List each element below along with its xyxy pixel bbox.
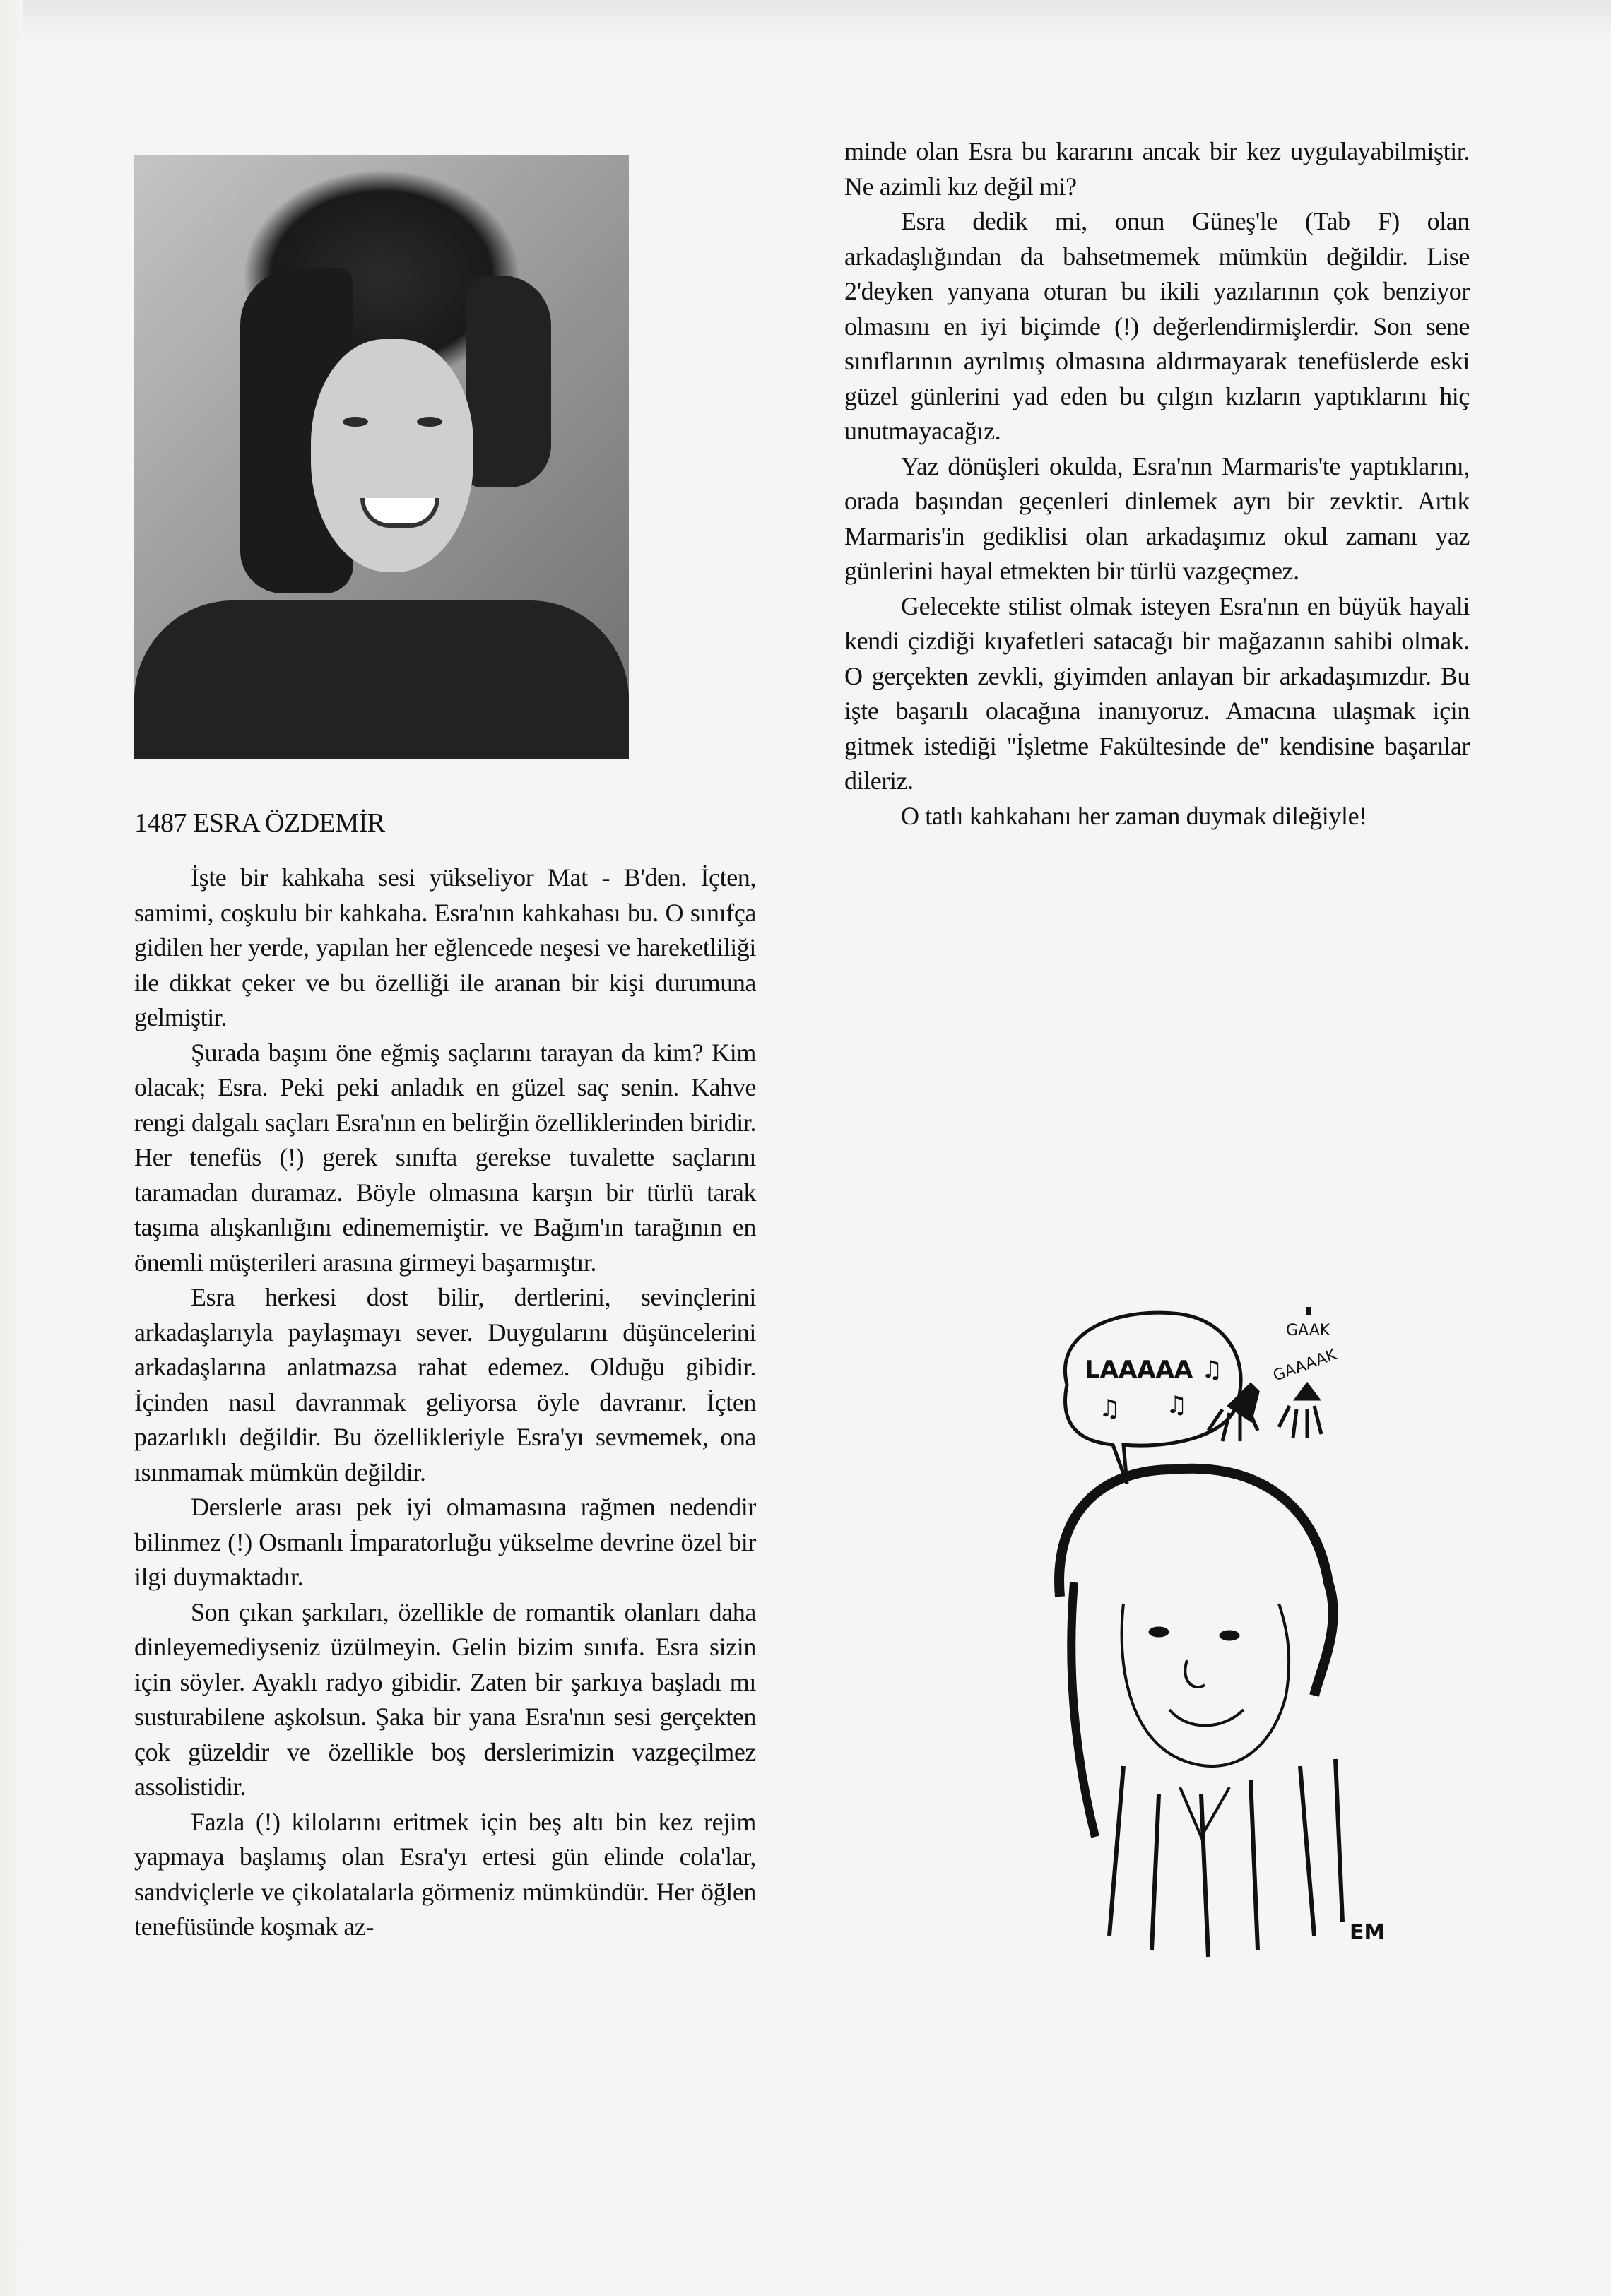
speech-bubble [1065, 1313, 1241, 1484]
bleed-through-text [636, 141, 834, 848]
photo-face [311, 339, 473, 572]
bird-sound-text: GAAAAK [1270, 1346, 1339, 1385]
speech-bubble-text: LAAAAA [1085, 1356, 1193, 1384]
photo-eye-right [417, 417, 442, 427]
left-column [134, 805, 756, 1945]
right-column [844, 134, 1470, 834]
closing-line: O tatlı kahkahanı her zaman duymak dileğiyle! [901, 801, 1367, 830]
caricature-illustration [1017, 1300, 1470, 1978]
paragraph: Esra herkesi dost bilir, dertlerini, sevinçlerini arkadaşlarıyla paylaşmayı sever. Duygularını düşüncelerini arkadaşlarına anlatmazsa rahat edemez. Olduğu gibidir. İçinden nasıl davranmak geliyorsa öyle davranır. İçten pazarlıklı değildir. Bu özellikleriyle Esra'yı sevmemek, ona ısınmamak mümkün değildir. [134, 1283, 756, 1486]
fleeing-birds [1208, 1307, 1339, 1441]
paragraph: Esra dedik mi, onun Güneş'le (Tab F) olan arkadaşlığından da bahsetmemek mümkün değildir. Lise 2'deyken yanyana oturan bu ikili yazılarının çok benziyor olmasını en iyi biçimde (!) değerlendirmişlerdir. Son sene sınıflarının ayrılmış olmasına aldırmayarak tenefüslerde eski güzel günlerini yad eden bu çılgın kızların yaptıklarını hiç unutmayacağız. [844, 207, 1470, 445]
paragraph: Şurada başını öne eğmiş saçlarını tarayan da kim? Kim olacak; Esra. Peki peki anladık en güzel saç senin. Kahve rengi dalgalı saçları Esra'nın en belirğin özelliklerinden biridir. Her tenefüs (!) gerek sınıfta gerekse tuvalette saçlarını taramadan duramaz. Böyle olmasına karşın bir türlü tarak taşıma alışkanlığını edinememiştir. ve Bağım'ın tarağının en önemli müşterileri arasına girmeyi başarmıştır. [134, 1038, 756, 1277]
music-note-icon: ♫ [1166, 1391, 1188, 1419]
portrait-photo [134, 155, 629, 759]
photo-hair-right [466, 276, 551, 487]
student-name-heading: 1487 ESRA ÖZDEMİR [134, 808, 385, 838]
photo-shirt [134, 600, 629, 759]
paragraph: Gelecekte stilist olmak isteyen Esra'nın en büyük hayali kendi çizdiği kıyafetleri satacağı bir mağazanın sahibi olmak. O gerçekten zevkli, giyimden anlayan bir arkadaşımızdır. Bu işte başarılı olacağına inanıyoruz. Amacına ulaşmak için gitmek istediği ''İşletme Fakültesinde de'' kendisine başarılar dileriz. [844, 591, 1470, 795]
bird-sound-text: GAAK [1286, 1322, 1330, 1339]
paragraph: Fazla (!) kilolarını eritmek için beş altı bin kez rejim yapmaya başlamış olan Esra'yı ertesi gün elinde cola'lar, sandviçlerle ve çikolatalarla görmeniz mümkündür. Her öğlen tenefüsünde koşmak az- [134, 1807, 756, 1941]
page-top-shadow [0, 0, 1611, 42]
page-binding-edge [0, 0, 23, 2296]
artist-signature: EM [1350, 1920, 1386, 1945]
paragraph: Derslerle arası pek iyi olmamasına rağmen nedendir bilinmez (!) Osmanlı İmparatorluğu yükselme devrine özel bir ilgi duymaktadır. [134, 1493, 756, 1591]
photo-eye-left [343, 417, 368, 427]
drawing-eye-left [1149, 1627, 1169, 1637]
photo-smile [360, 498, 439, 528]
paragraph: Son çıkan şarkıları, özellikle de romantik olanları daha dinleyemediyseniz üzülmeyin. Gelin bizim sınıfa. Esra sizin için söyler. Ayaklı radyo gibidir. Zaten bir şarkıya başladı mı susturabilene aşkolsun. Şaka bir yana Esra'nın sesi gerçekten çok güzeldir ve özellikle boş derslerimizin vazgeçilmez assolistidir. [134, 1597, 756, 1801]
ink-mark [1306, 1307, 1311, 1315]
paragraph-continued: minde olan Esra bu kararını ancak bir kez uygulayabilmiştir. Ne azimli kız değil mi? [844, 137, 1470, 201]
music-note-icon: ♫ [1201, 1356, 1223, 1384]
paragraph: Yaz dönüşleri okulda, Esra'nın Marmaris'te yaptıklarını, orada başından geçenleri dinlemek ayrı bir zevktir. Artık Marmaris'in gediklisi olan arkadaşımız okul zamanı yaz günlerini hayal etmekten bir türlü vazgeçmez. [844, 451, 1470, 585]
music-note-icon: ♫ [1099, 1395, 1121, 1423]
drawing-eye-right [1220, 1631, 1239, 1640]
caricature-portrait [1059, 1469, 1342, 1957]
paragraph: İşte bir kahkaha sesi yükseliyor Mat - B'den. İçten, samimi, coşkulu bir kahkaha. Esra'nın kahkahası bu. O sınıfça gidilen her yerde, yapılan her eğlencede neşesi ve hareketliliği ile dikkat çeker ve bu özelliği ile aranan bir kişi durumuna gelmiştir. [134, 863, 756, 1031]
